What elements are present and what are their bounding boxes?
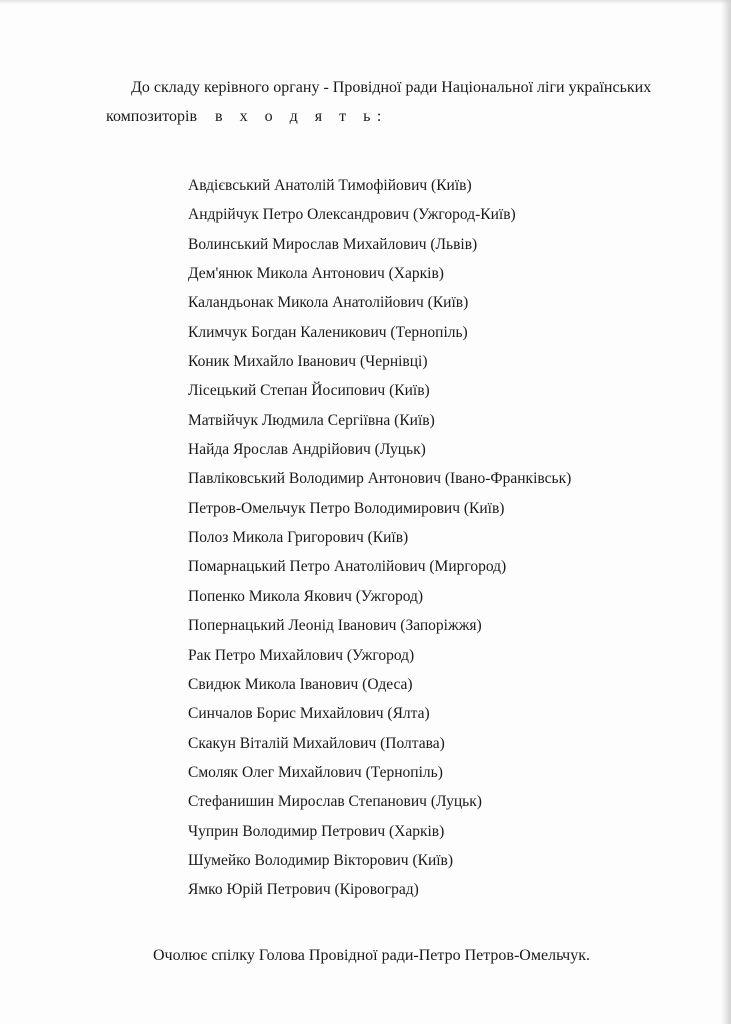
member-item: Петров-Омельчук Петро Володимирович (Київ) — [188, 499, 505, 517]
member-item: Найда Ярослав Андрійович (Луцьк) — [188, 441, 426, 459]
member-item: Рак Петро Михайлович (Ужгород) — [188, 646, 415, 664]
member-item: Ямко Юрій Петрович (Кіровоград) — [188, 881, 419, 899]
intro-line-1: До складу керівного органу - Провідної ради Національної ліги українських — [131, 79, 652, 96]
member-item: Стефанишин Мирослав Степанович (Луцьк) — [188, 793, 482, 811]
member-item: Андрійчук Петро Олександрович (Ужгород-Київ) — [188, 206, 516, 224]
member-item: Чуприн Володимир Петрович (Харків) — [188, 822, 445, 840]
members-list — [188, 171, 571, 905]
member-item: Помарнацький Петро Анатолійович (Миргород) — [188, 558, 507, 576]
member-item: Дем'янюк Микола Антонович (Харків) — [188, 265, 444, 283]
member-item: Павліковський Володимир Антонович (Івано-Франківськ) — [188, 470, 572, 488]
scan-edge-top — [0, 0, 731, 4]
member-item: Климчук Богдан Каленикович (Тернопіль) — [188, 323, 468, 341]
member-item: Попенко Микола Якович (Ужгород) — [188, 587, 424, 605]
member-item: Свидюк Микола Іванович (Одеса) — [188, 675, 413, 693]
scan-edge-right — [721, 0, 731, 1024]
member-item: Попернацький Леонід Іванович (Запоріжжя) — [188, 617, 482, 635]
intro-line-2-prefix: композиторів — [106, 108, 198, 125]
footer-text: Очолює спілку Голова Провідної ради-Петро Петров-Омельчук. — [153, 947, 590, 964]
member-item: Скакун Віталій Михайлович (Полтава) — [188, 734, 445, 752]
member-item: Синчалов Борис Михайлович (Ялта) — [188, 705, 430, 723]
member-item: Смоляк Олег Михайлович (Тернопіль) — [188, 763, 443, 781]
member-item: Волинський Мирослав Михайлович (Львів) — [188, 235, 478, 253]
member-item: Авдієвський Анатолій Тимофійович (Київ) — [188, 177, 472, 194]
member-item: Каландьонак Микола Анатолійович (Київ) — [188, 294, 469, 312]
member-item: Лісецький Степан Йосипович (Київ) — [188, 382, 430, 400]
member-item: Матвійчук Людмила Сергіївна (Київ) — [188, 411, 435, 429]
intro-line-2-spaced: в х о д я т ь: — [215, 108, 388, 125]
intro-line-2 — [106, 103, 388, 131]
member-item: Полоз Микола Григорович (Київ) — [188, 529, 409, 547]
member-item: Шумейко Володимир Вікторович (Київ) — [188, 851, 454, 869]
member-item: Коник Михайло Іванович (Чернівці) — [188, 353, 428, 371]
